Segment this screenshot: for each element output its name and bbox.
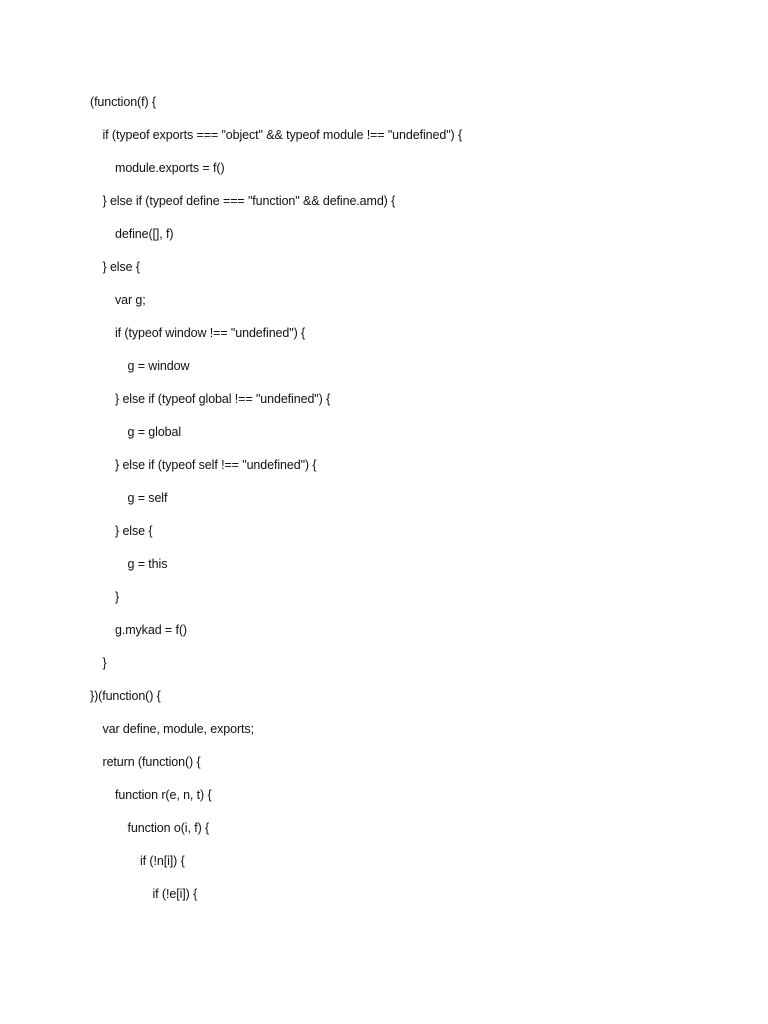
code-line: return (function() { (102, 755, 201, 769)
code-line: function r(e, n, t) { (115, 788, 212, 802)
code-line: g.mykad = f() (115, 623, 187, 637)
code-line: var define, module, exports; (102, 722, 254, 736)
code-line: var g; (115, 293, 146, 307)
code-line: if (typeof window !== "undefined") { (115, 326, 306, 340)
code-line: if (!n[i]) { (140, 854, 185, 868)
code-line: g = global (127, 425, 182, 439)
code-line: } else if (typeof define === "function" && define.amd) { (102, 194, 396, 208)
code-line: })(function() { (90, 689, 161, 703)
code-line: } else { (115, 524, 153, 538)
code-line: module.exports = f() (115, 161, 225, 175)
code-line: } else { (102, 260, 140, 274)
code-line: g = window (127, 359, 190, 373)
code-line: } (115, 590, 120, 604)
code-line: (function(f) { (90, 95, 156, 109)
code-line: g = this (127, 557, 168, 571)
code-line: function o(i, f) { (127, 821, 210, 835)
code-line: g = self (127, 491, 168, 505)
code-line: define([], f) (115, 227, 174, 241)
code-line: } (102, 656, 107, 670)
code-line: if (typeof exports === "object" && typeof module !== "undefined") { (102, 128, 463, 142)
code-block (90, 90, 730, 915)
code-line: } else if (typeof self !== "undefined") { (115, 458, 317, 472)
code-line: if (!e[i]) { (152, 887, 198, 901)
code-line: } else if (typeof global !== "undefined") { (115, 392, 331, 406)
